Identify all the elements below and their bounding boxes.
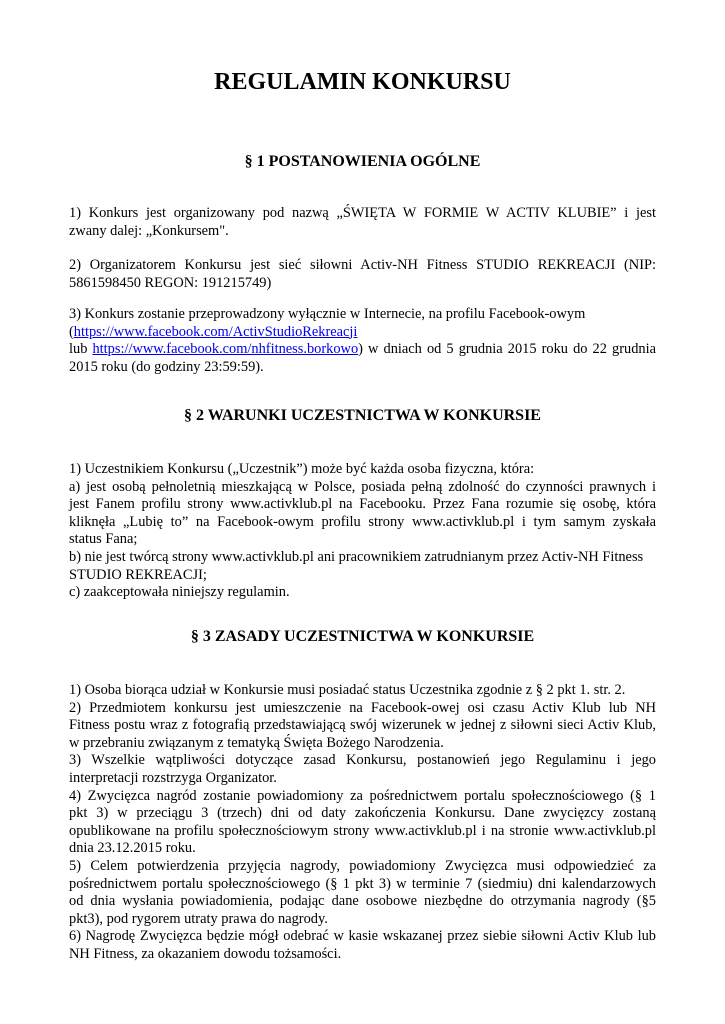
- date-range-text: ) w dniach od 5 grudnia 2015 roku do 22 grudnia: [358, 341, 656, 358]
- paragraph-line: Fitness postu wraz z fotografią przedstawiającą swój wizerunek w jednej z siłowni sieci Activ Klub,: [69, 717, 656, 734]
- section-2-body: [69, 461, 656, 602]
- section-1-paragraph-1: [69, 205, 656, 240]
- paragraph-line: a) jest osobą pełnoletnią mieszkającą w Polsce, posiada pełną zdolność do czynności prawnych i: [69, 478, 656, 495]
- facebook-link-activ[interactable]: https://www.facebook.com/ActivStudioRekreacji: [73, 323, 358, 340]
- paragraph-line: status Fana;: [69, 531, 138, 548]
- paragraph-line: jest Fanem profilu strony www.activklub.pl na Facebooku. Przez Fana rozumie się osobę, która: [69, 496, 656, 513]
- paragraph-line: 1) Uczestnikiem Konkursu („Uczestnik”) może być każda osoba fizyczna, która:: [69, 461, 535, 477]
- paragraph-line: od dnia wysłania powiadomienia, podając dane osobowe niezbędne do otrzymania nagrody (§5: [69, 893, 656, 910]
- paragraph-line: c) zaakceptowała niniejszy regulamin.: [69, 584, 290, 601]
- paragraph-line: b) nie jest twórcą strony www.activklub.pl ani pracownikiem zatrudnianym przez Activ-NH Fitness: [69, 548, 644, 565]
- or-text: lub: [69, 341, 93, 358]
- section-1-paragraph-2: [69, 257, 656, 292]
- paragraph-line: w przebraniu związanym z tematyką Święta Bożego Narodzenia.: [69, 734, 444, 751]
- paragraph-line: 5) Celem potwierdzenia przyjęcia nagrody, powiadomiony Zwycięzca musi odpowiedzieć za: [69, 857, 656, 874]
- paragraph-line: kliknęła „Lubię to” na Facebook-owym profilu strony www.activklub.pl i tym samym zyskała: [69, 513, 656, 530]
- paragraph-line: 3) Wszelkie wątpliwości dotyczące zasad Konkursu, postanowień jego Regulaminu i jego: [69, 752, 656, 769]
- paragraph-line: interpretacji rozstrzyga Organizator.: [69, 769, 277, 786]
- paragraph-line: pkt 3) w przeciągu 3 (trzech) dni od daty zakończenia Konkursu. Dane zwycięzcy zostaną: [69, 805, 656, 822]
- paragraph-line: 3) Konkurs zostanie przeprowadzony wyłącznie w Internecie, na profilu Facebook-owym: [69, 306, 586, 322]
- paragraph-line: 1) Konkurs jest organizowany pod nazwą „ŚWIĘTA W FORMIE W ACTIV KLUBIE” i jest: [69, 205, 656, 221]
- paragraph-line: NH Fitness, za okazaniem dowodu tożsamości.: [69, 945, 342, 962]
- paragraph-line: opublikowane na profilu społecznościowym strony www.activklub.pl i na stronie www.activklub.pl: [69, 822, 656, 839]
- paragraph-line: [69, 324, 656, 342]
- paragraph-line: 2015 roku (do godziny 23:59:59).: [69, 358, 264, 375]
- paragraph-line: 1) Osoba biorąca udział w Konkursie musi posiadać status Uczestnika zgodnie z § 2 pkt 1. str. 2.: [69, 682, 626, 698]
- paragraph-line: 2) Przedmiotem konkursu jest umieszczenie na Facebook-owej osi czasu Activ Klub lub NH: [69, 699, 656, 716]
- facebook-link-nhfitness[interactable]: https://www.facebook.com/nhfitness.borkowo: [92, 341, 359, 358]
- paragraph-line: pkt3), pod rygorem utraty prawa do nagrody.: [69, 910, 328, 927]
- paragraph-line: pośrednictwem portalu społecznościowego (§ 1 pkt 3) w terminie 7 (siedmiu) dni kalendarzowych: [69, 875, 656, 892]
- paren-open: (: [69, 323, 74, 340]
- paragraph-line: 6) Nagrodę Zwycięzca będzie mógł odebrać w kasie wskazanej przez siebie siłowni Activ Klub lub: [69, 928, 656, 945]
- paragraph-line: 2) Organizatorem Konkursu jest sieć siłowni Activ-NH Fitness STUDIO REKREACJI (NIP:: [69, 257, 656, 273]
- section-3-heading: § 3 ZASADY UCZESTNICTWA W KONKURSIE: [190, 628, 535, 645]
- paragraph-line: STUDIO REKREACJI;: [69, 566, 207, 583]
- paragraph-line: 4) Zwycięzca nagród zostanie powiadomiony za pośrednictwem portalu społecznościowego (§ 1: [69, 787, 656, 804]
- section-1-heading: § 1 POSTANOWIENIA OGÓLNE: [244, 153, 481, 170]
- section-3-body: [69, 682, 656, 964]
- document-title: REGULAMIN KONKURSU: [214, 69, 511, 95]
- section-2-heading: § 2 WARUNKI UCZESTNICTWA W KONKURSIE: [184, 407, 541, 424]
- paragraph-line: 5861598450 REGON: 191215749): [69, 274, 272, 291]
- section-1-paragraph-3: [69, 306, 656, 376]
- paragraph-line: zwany dalej: „Konkursem".: [69, 222, 229, 239]
- paragraph-line: dnia 23.12.2015 roku.: [69, 840, 196, 857]
- paragraph-line: [69, 341, 656, 359]
